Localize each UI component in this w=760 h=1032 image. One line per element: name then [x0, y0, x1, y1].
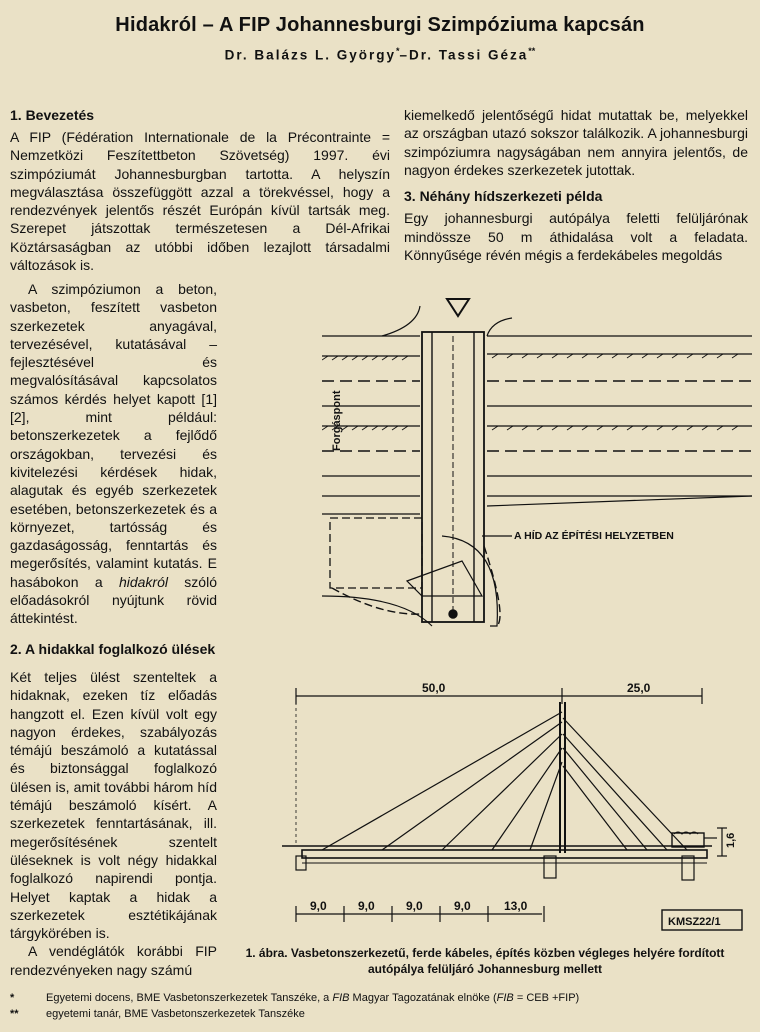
author-2: Dr. Tassi Géza — [409, 47, 529, 63]
section-1-para-1: A FIP (Fédération Internationale de la Précontrainte = Nemzetközi Feszítettbeton Szövetség) 1997. évi szimpóziumát Johannesburgban tartotta. A helyszín megválasztása összefüggött azzal a törekvéssel, hogy a rendezvények jelentős részét Európán kívül tartsák meg. Szerepet játszottak természetesen a Dél-Afrikai Köztársaságban az utóbbi időben lezajlott társadalmi változások is. — [10, 129, 390, 274]
footnotes — [10, 990, 750, 1022]
author-1-mark: * — [395, 46, 400, 56]
section-3-heading: 3. Néhány hídszerkezeti példa — [404, 188, 603, 205]
figure-elevation-view — [282, 678, 752, 938]
left-column-body — [10, 280, 217, 979]
dim-bottom-4: 9,0 — [454, 899, 471, 913]
section-2-para-2: A vendéglátók korábbi FIP rendezvényeken nagy számú — [10, 943, 217, 978]
figure-reference-code: KMSZ22/1 — [668, 916, 721, 928]
section-1-intro — [10, 128, 390, 274]
dim-vertical: 1,6 — [725, 832, 737, 848]
author-separator: – — [399, 47, 409, 63]
right-column — [404, 106, 748, 264]
footnote-2-text: egyetemi tanár, BME Vasbetonszerkezetek Tanszéke — [46, 1008, 305, 1020]
footnote-2-mark: ** — [10, 1008, 19, 1020]
construction-position-label: A HÍD AZ ÉPÍTÉSI HELYZETBEN — [514, 530, 674, 542]
figure-plan-view — [322, 296, 752, 636]
footnote-1 — [10, 990, 750, 1006]
dim-bottom-3: 9,0 — [406, 899, 423, 913]
footnote-1-text: Egyetemi docens, BME Vasbetonszerkezetek Tanszéke, a FIB Magyar Tagozatának elnöke (FIB = CEB +FIP) — [46, 992, 580, 1004]
figure-caption: 1. ábra. Vasbetonszerkezetű, ferde kábeles, építés közben végleges helyére fordított autópálya felüljáró Johannesburg mellett — [245, 946, 725, 976]
dim-top-right: 25,0 — [627, 681, 651, 695]
footnote-2 — [10, 1006, 750, 1022]
right-column-continuation: kiemelkedő jelentőségű hidat mutattak be, melyekkel az országban utazó sokszor találkozik. A johannesburgi szimpóziumra nagyságában nem annyira jelentős, de nagyon érdekes szerkezetek jutottak. — [404, 107, 748, 178]
author-1: Dr. Balázs L. György — [224, 47, 396, 63]
section-1-para-2-emphasis: hidakról — [118, 573, 168, 590]
section-1-heading: 1. Bevezetés — [10, 107, 95, 123]
section-2-para-1: Két teljes ülést szenteltek a hidaknak, ezeken tíz előadás hangzott el. Ezen kívül volt egy nagyon érdekes, szabályozás témájú beszámoló a kutatással és biztonsággal foglalkozó ülésen is, amit további három híd témájú beszámoló kísért. A szerkezetek fenntartásának, ill. megerősítésének szentelt üléseknek is volt négy hidakkal foglalkozó napirendi pontja. Helyet kaptak a hidak a szerkezetek esztétikájának tárgykörében is. — [10, 668, 217, 942]
section-3-para: Egy johannesburgi autópálya feletti felüljárónak mindössze 50 m áthidalása volt a feladata. Könnyűsége révén mégis a ferdekábeles megoldás — [404, 210, 748, 264]
dim-bottom-5: 13,0 — [504, 899, 528, 913]
dim-bottom-2: 9,0 — [358, 899, 375, 913]
rotation-point-label: Forgáspont — [331, 390, 343, 451]
page-title: Hidakról – A FIP Johannesburgi Szimpóziuma kapcsán — [115, 14, 645, 36]
dim-top-left: 50,0 — [422, 681, 446, 695]
author-2-mark: ** — [528, 46, 536, 56]
dim-bottom-1: 9,0 — [310, 899, 327, 913]
section-1-para-2: A szimpóziumon a beton, vasbeton, feszített vasbeton szerkezetek anyagával, tervezésével, kutatásával – fejlesztésével és megvalósításával kapcsolatos számos kérdés helyet kapott [1] [2], mint például: betonszerkezetek a fejlődő országokban, tervezési és kivitelezési kérdések hidak, alagutak és egyéb szerkezetek esetében, betonszerkezetek és a környezet, tartósság és gazdaságosság, fenntartás és megerősítés, valamint kutatás. E hasábokon a hidakról szóló előadásokról nyújtunk rövid áttekintést. — [10, 281, 217, 627]
footnote-1-mark: * — [10, 992, 15, 1004]
section-2-heading: 2. A hidakkal foglalkozó ülések — [10, 640, 216, 657]
authors-line — [0, 46, 760, 63]
north-marker-icon — [447, 299, 469, 316]
left-column — [10, 106, 217, 127]
